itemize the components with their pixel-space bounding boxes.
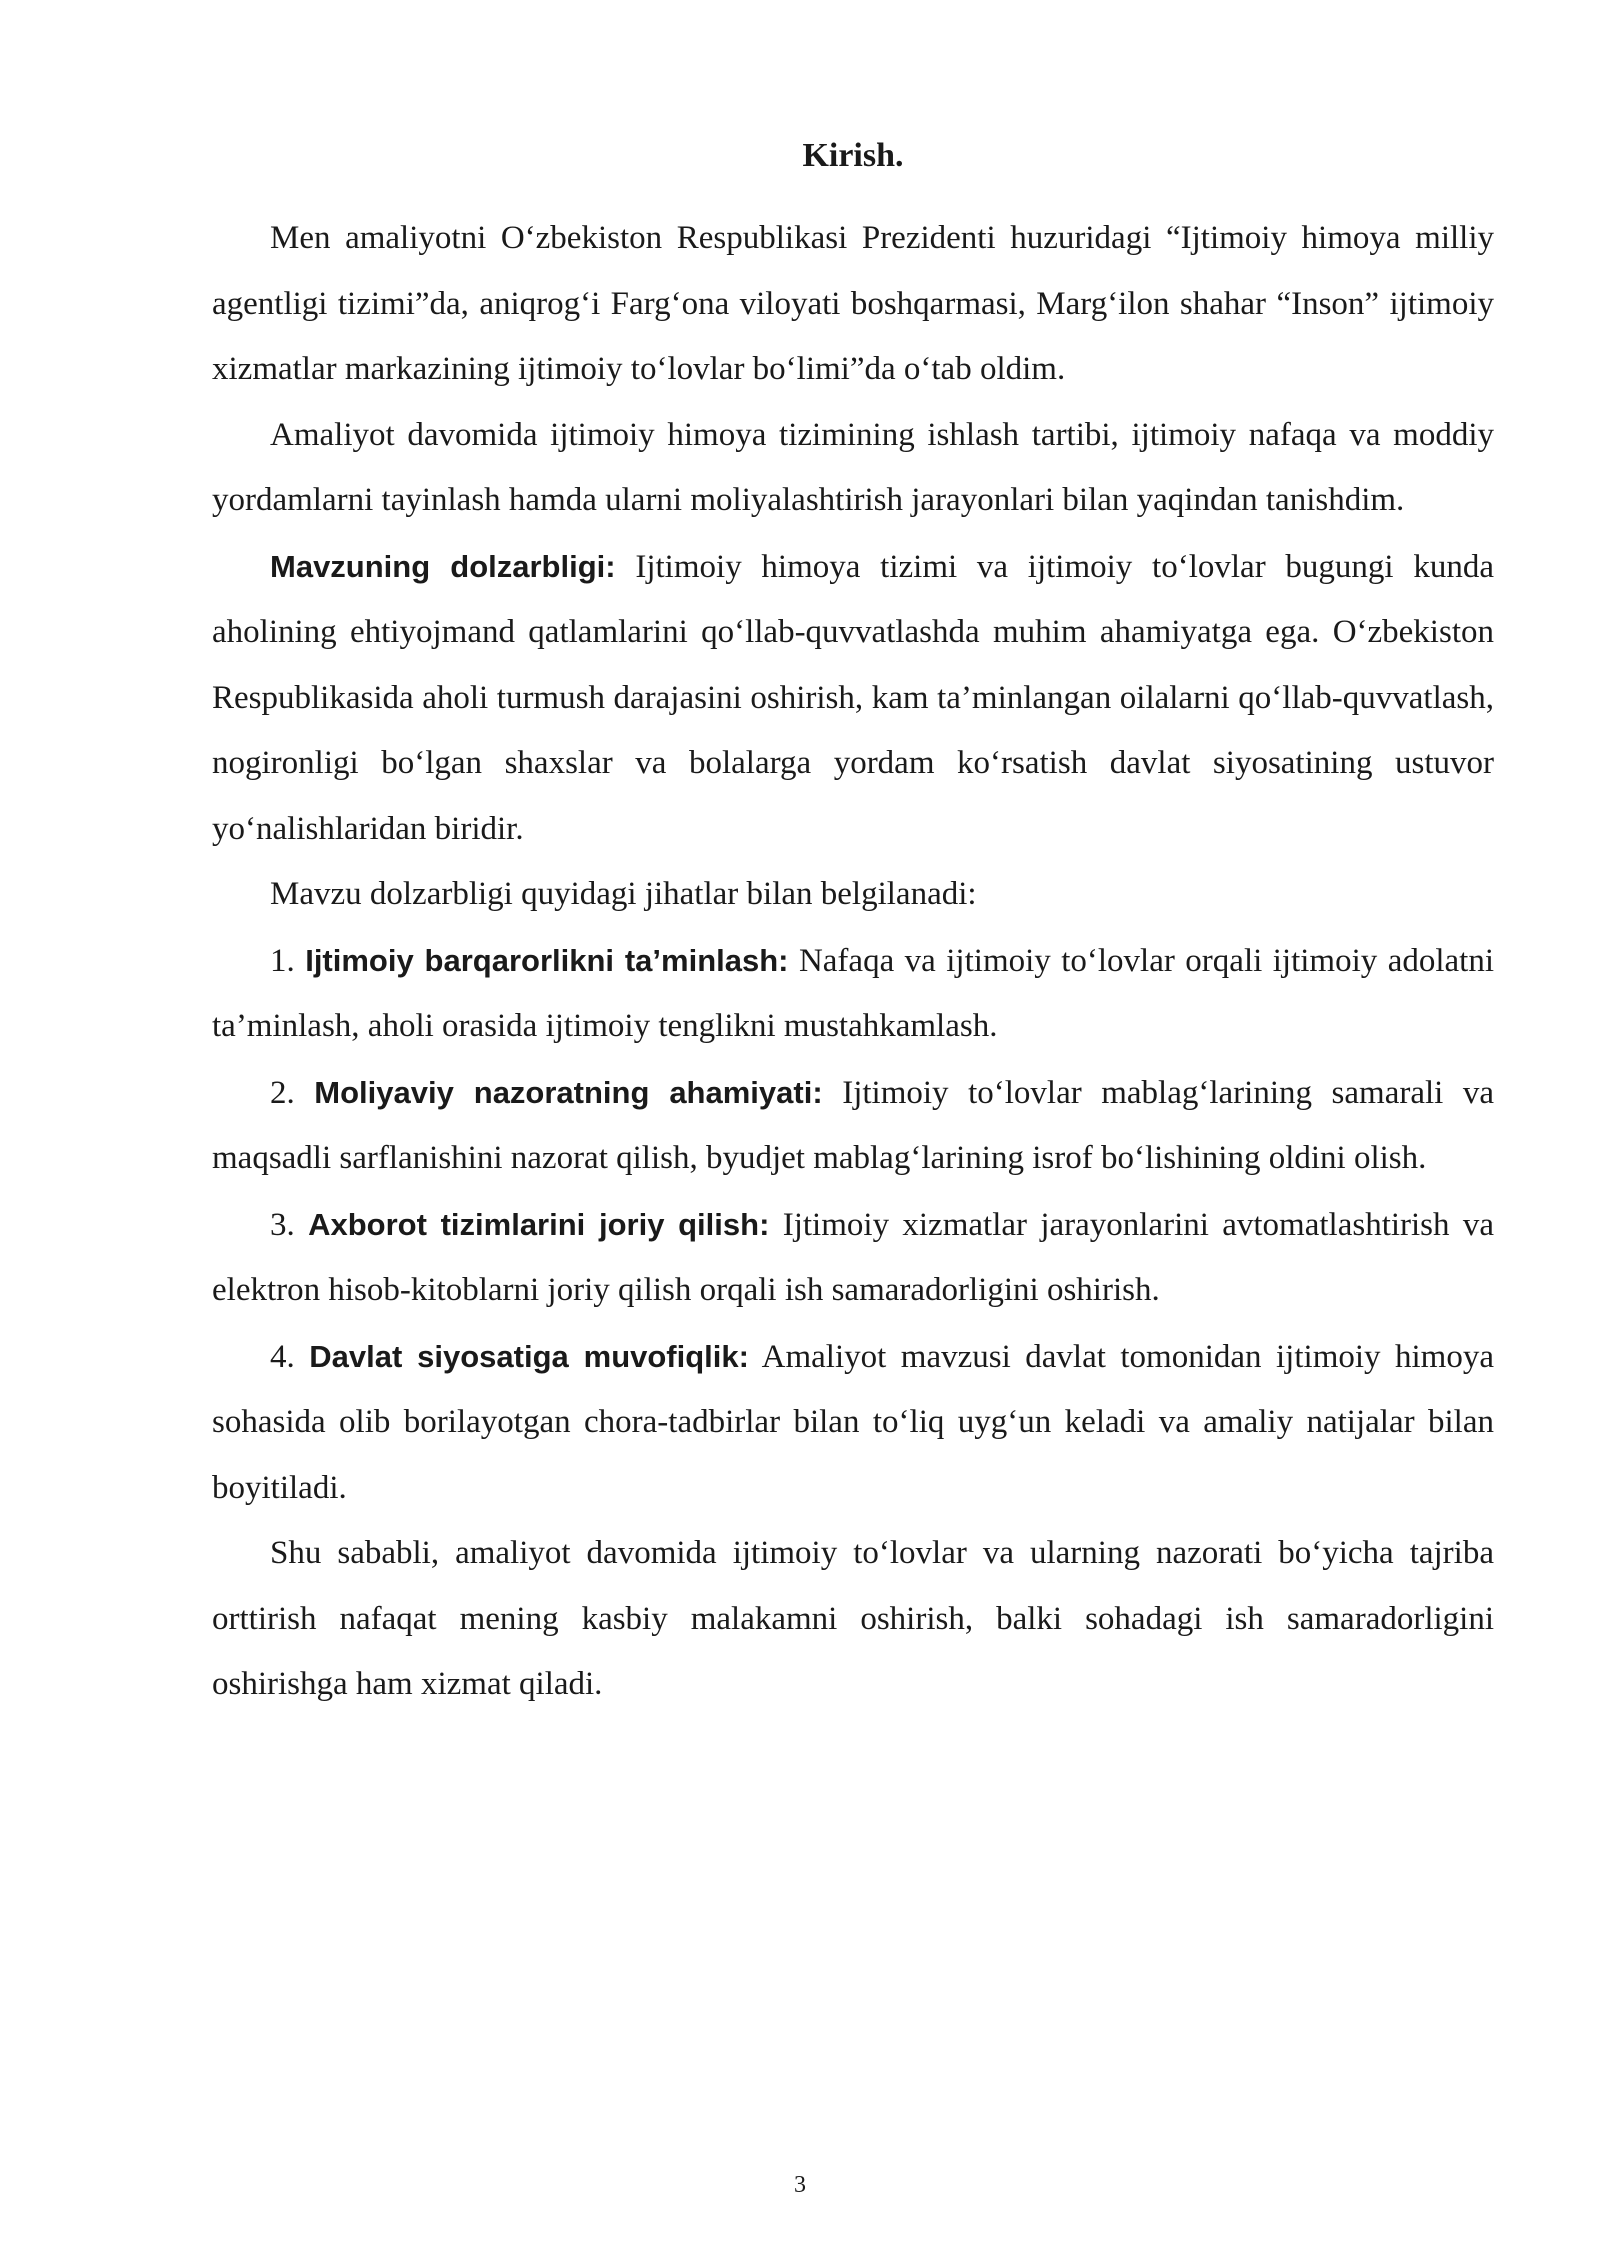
paragraph-text: Ijtimoiy himoya tizimi va ijtimoiy to‘lovlar bugungi kunda aholining ehtiyojmand qatlamlarini qo‘llab-quvvatlashda muhim ahamiyatga ega. O‘zbekiston Respublikasida aholi turmush darajasini oshirish, kam ta’minlangan oilalarni qo‘llab-quvvatlash, nogironligi bo‘lgan shaxslar va bolalarga yordam ko‘rsatish davlat siyosatining ustuvor yo‘nalishlaridan biridir. xyxy=(212,548,1494,847)
paragraph-text: Amaliyot davomida ijtimoiy himoya tizimining ishlash tartibi, ijtimoiy nafaqa va moddiy yordamlarni tayinlash hamda ularni moliyalashtirish jarayonlari bilan yaqindan tanishdim. xyxy=(212,416,1494,518)
list-item-number: 3. xyxy=(270,1206,295,1243)
list-item-lead: Ijtimoiy barqarorlikni ta’minlash: xyxy=(305,942,789,978)
paragraph-lead: Mavzuning dolzarbligi: xyxy=(270,548,616,584)
paragraph-text: Men amaliyotni O‘zbekiston Respublikasi Prezidenti huzuridagi “Ijtimoiy himoya milliy agentligi tizimi”da, aniqrog‘i Farg‘ona viloyati boshqarmasi, Marg‘ilon shahar “Inson” ijtimoiy xizmatlar markazining ijtimoiy to‘lovlar bo‘limi”da o‘tab oldim. xyxy=(212,220,1494,387)
paragraph-aspects-intro xyxy=(212,862,1494,928)
paragraph-practice xyxy=(212,403,1494,534)
list-item-2 xyxy=(212,1060,1494,1192)
paragraph-text: Shu sababli, amaliyot davomida ijtimoiy to‘lovlar va ularning nazorati bo‘yicha tajriba orttirish nafaqat mening kasbiy malakamni oshirish, balki sohadagi ish samaradorligini oshirishga ham xizmat qiladi. xyxy=(212,1535,1494,1702)
section-title: Kirish. xyxy=(802,137,904,174)
list-item-lead: Moliyaviy nazoratning ahamiyati: xyxy=(314,1074,823,1110)
list-item-text: Ijtimoiy to‘lovlar mablag‘larining samarali va maqsadli sarflanishini nazorat qilish, byudjet mablag‘larining isrof bo‘lishining oldini olish. xyxy=(212,1074,1495,1176)
list-item-number: 2. xyxy=(270,1074,295,1111)
paragraph-intro xyxy=(212,206,1494,403)
list-item-3 xyxy=(212,1192,1494,1324)
list-item-number: 4. xyxy=(270,1338,295,1375)
list-item-4 xyxy=(212,1324,1494,1522)
list-item-lead: Davlat siyosatiga muvofiqlik: xyxy=(309,1338,749,1374)
page-number: 3 xyxy=(794,2172,806,2198)
list-item-lead: Axborot tizimlarini joriy qilish: xyxy=(308,1206,770,1242)
paragraph-conclusion xyxy=(212,1521,1494,1718)
list-item-1 xyxy=(212,928,1494,1060)
page-content xyxy=(212,132,1494,1718)
paragraph-text: Mavzu dolzarbligi quyidagi jihatlar bilan belgilanadi: xyxy=(270,876,977,912)
list-item-number: 1. xyxy=(270,942,295,979)
paragraph-relevance xyxy=(212,534,1494,863)
list-item-text: Amaliyot mavzusi davlat tomonidan ijtimoiy himoya sohasida olib borilayotgan chora-tadbirlar bilan to‘liq uyg‘un keladi va amaliy natijalar bilan boyitiladi. xyxy=(212,1338,1495,1506)
list-item-text: Nafaqa va ijtimoiy to‘lovlar orqali ijtimoiy adolatni ta’minlash, aholi orasida ijtimoiy tenglikni mustahkamlash. xyxy=(212,942,1494,1044)
list-item-text: Ijtimoiy xizmatlar jarayonlarini avtomatlashtirish va elektron hisob-kitoblarni joriy qilish orqali ish samaradorligini oshirish. xyxy=(212,1206,1494,1308)
